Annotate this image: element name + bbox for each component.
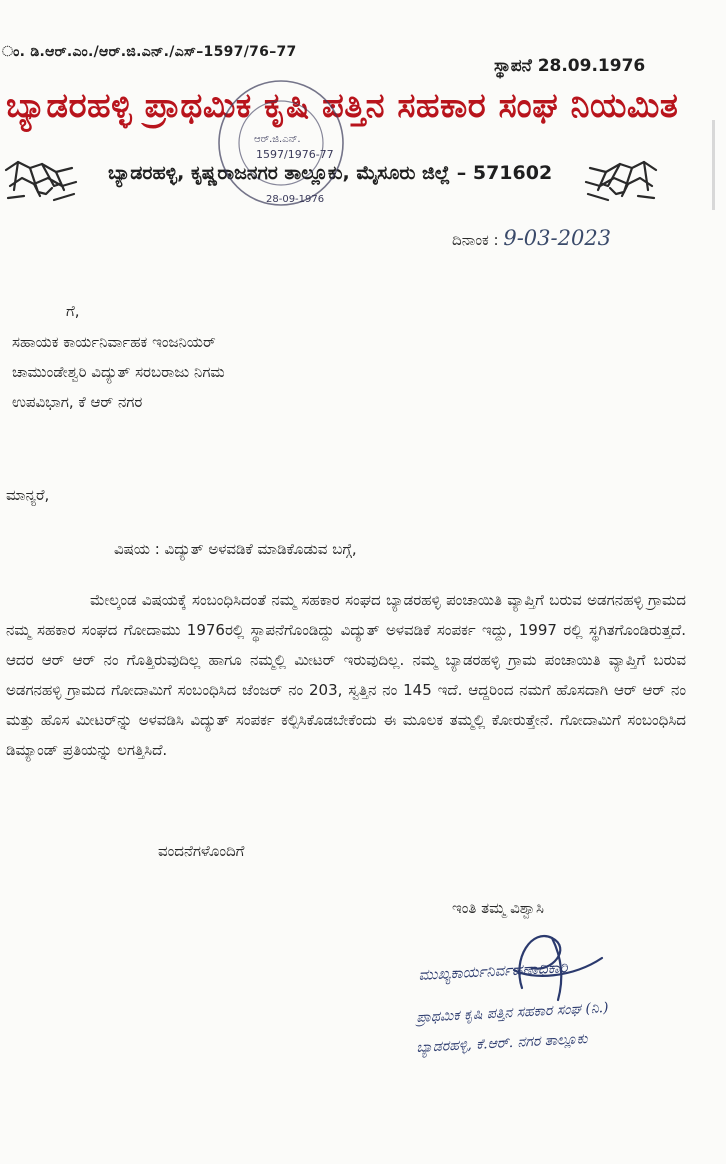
signature-stamp-title: ಮುಖ್ಯಕಾರ್ಯನಿರ್ವಹಣಾಧಿಕಾರಿ	[418, 958, 569, 984]
recipient-to: ಗೆ,	[66, 302, 80, 320]
seal-date: 28-09-1976	[266, 194, 325, 205]
recipient-line-3: ಉಪವಿಭಾಗ, ಕೆ ಆರ್ ನಗರ	[12, 393, 143, 411]
body-paragraph: ಮೇಲ್ಕಂಡ ವಿಷಯಕ್ಕೆ ಸಂಬಂಧಿಸಿದಂತೆ ನಮ್ಮ ಸಹಕಾರ ಸಂಘದ ಬ್ಯಾಡರಹಳ್ಳಿ ಪಂಚಾಯಿತಿ ವ್ಯಾಪ್ತಿಗೆ ಬರುವ ಅಡಗನಹಳ್ಳಿ ಗ್ರಾಮದ ನಮ್ಮ ಸಹಕಾರ ಸಂಘದ ಗೋದಾಮು 1976ರಲ್ಲಿ ಸ್ಥಾಪನೆಗೊಂಡಿದ್ದು ವಿದ್ಯುತ್ ಅಳವಡಿಕೆ ಸಂಪರ್ಕ ಇದ್ದು, 1997 ರಲ್ಲಿ ಸ್ಥಗಿತಗೊಂಡಿರುತ್ತದೆ. ಆದರ ಆರ್ ಆರ್ ನಂ ಗೊತ್ತಿರುವುದಿಲ್ಲ ಹಾಗೂ ನಮ್ಮಲ್ಲಿ ಮೀಟರ್ ಇರುವುದಿಲ್ಲ. ನಮ್ಮ ಬ್ಯಾಡರಹಳ್ಳಿ ಗ್ರಾಮ ಪಂಚಾಯಿತಿ ವ್ಯಾಪ್ತಿಗೆ ಬರುವ ಅಡಗನಹಳ್ಳಿ ಗ್ರಾಮದ ಗೋದಾಮಿಗೆ ಸಂಬಂಧಿಸಿದ ಜೆಂಜರ್ ನಂ 203, ಸ್ವತ್ತಿನ ನಂ 145 ಇದೆ. ಆದ್ದರಿಂದ ನಮಗೆ ಹೊಸದಾಗಿ ಆರ್ ಆರ್ ನಂ ಮತ್ತು ಹೊಸ ಮೀಟರ್‌ನ್ನು ಅಳವಡಿಸಿ ವಿದ್ಯುತ್ ಸಂಪರ್ಕ ಕಲ್ಪಿಸಿಕೊಡಬೇಕೆಂದು ಈ ಮೂಲಕ ತಮ್ಮಲ್ಲಿ ಕೋರುತ್ತೇನೆ. ಗೋದಾಮಿಗೆ ಸಂಬಂಧಿಸಿದ ಡಿಮ್ಯಾಂಡ್ ಪ್ರತಿಯನ್ನು ಲಗತ್ತಿಸಿದೆ.	[6, 591, 686, 759]
seal-reg: ಆರ್.ಜಿ.ಎನ್.	[254, 134, 301, 145]
salutation: ಮಾನ್ಯರೆ,	[6, 486, 50, 504]
date-value: 9-03-2023	[503, 226, 612, 250]
date-label: ದಿನಾಂಕ :	[452, 231, 499, 249]
date-line	[452, 226, 611, 250]
scan-edge-mark	[712, 120, 718, 210]
closing: ವಂದನೆಗಳೊಂದಿಗೆ	[158, 842, 245, 860]
organization-name: ಬ್ಯಾಡರಹಳ್ಳಿ ಪ್ರಾಥಮಿಕ ಕೃಷಿ ಪತ್ತಿನ ಸಹಕಾರ ಸಂಘ ನಿಯಮಿತ	[6, 86, 679, 126]
established-date: ಸ್ಥಾಪನೆ 28.09.1976	[494, 56, 646, 76]
recipient-line-2: ಚಾಮುಂಡೇಶ್ವರಿ ವಿದ್ಯುತ್ ಸರಬರಾಜು ನಿಗಮ	[12, 363, 225, 381]
address: ಬ್ಯಾಡರಹಳ್ಳಿ, ಕೃಷ್ಣರಾಜನಗರ ತಾಲ್ಲೂಕು, ಮೈಸೂರು ಜಿಲ್ಲೆ – 571602	[108, 162, 553, 184]
handshake-icon	[584, 150, 658, 204]
official-seal-icon	[214, 76, 348, 210]
subject-line: ವಿಷಯ : ವಿದ್ಯುತ್ ಅಳವಡಿಕೆ ಮಾಡಿಕೊಡುವ ಬಗ್ಗೆ,	[114, 540, 357, 558]
recipient-line-1: ಸಹಾಯಕ ಕಾರ್ಯನಿರ್ವಾಹಕ ಇಂಜನಿಯರ್	[12, 333, 216, 351]
signature-stamp-org: ಪ್ರಾಥಮಿಕ ಕೃಷಿ ಪತ್ತಿನ ಸಹಕಾರ ಸಂಘ (ನಿ.)	[416, 999, 609, 1026]
seal-year: 1597/1976-77	[256, 148, 334, 161]
signoff: ಇಂತಿ ತಮ್ಮ ವಿಶ್ವಾಸಿ	[452, 899, 544, 917]
handshake-icon	[4, 150, 78, 204]
registration-number: ಂ. ಡಿ.ಆರ್.ಎಂ./ಆರ್.ಜಿ.ಎನ್./ಎಸ್–1597/76–77	[2, 44, 297, 60]
signature-stamp-place: ಬ್ಯಾಡರಹಳ್ಳಿ, ಕೆ.ಆರ್. ನಗರ ತಾಲ್ಲೂಕು	[416, 1031, 588, 1056]
